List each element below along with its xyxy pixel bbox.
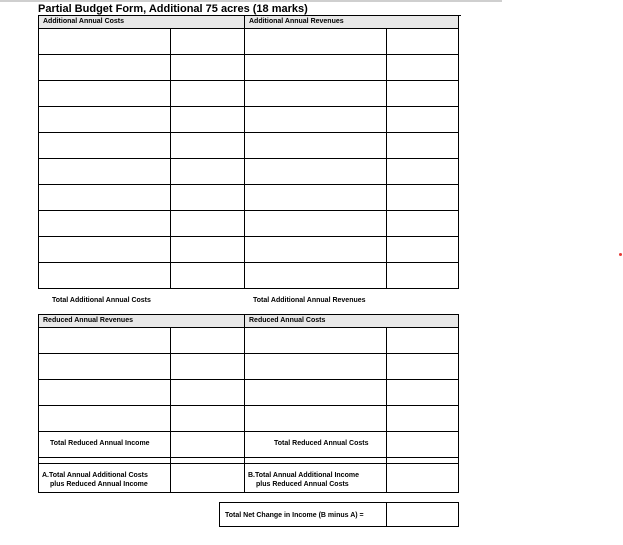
reduced-entry-row-right-amount[interactable] (386, 379, 459, 406)
form-title: Partial Budget Form, Additional 75 acres (18 marks) (38, 3, 308, 15)
entry-row-right-amount[interactable] (386, 80, 459, 107)
reduced-total-row-right-amount[interactable] (386, 431, 459, 458)
entry-row-right-desc[interactable] (244, 54, 387, 81)
entry-row-right-amount[interactable] (386, 184, 459, 211)
total-reduced-income-label: Total Reduced Annual Income (50, 440, 150, 447)
reduced-entry-row-right-amount[interactable] (386, 327, 459, 354)
entry-row-left-desc[interactable] (38, 210, 171, 237)
marker-dot (619, 253, 622, 256)
total-row-left-desc[interactable] (38, 262, 171, 289)
entry-row-left-desc[interactable] (38, 184, 171, 211)
entry-row-right-desc[interactable] (244, 28, 387, 55)
total-row-left-amount[interactable] (170, 262, 245, 289)
entry-row-left-desc[interactable] (38, 106, 171, 133)
entry-row-right-desc[interactable] (244, 236, 387, 263)
page-top-border (0, 0, 502, 2)
entry-row-right-desc[interactable] (244, 184, 387, 211)
entry-row-right-amount[interactable] (386, 158, 459, 185)
reduced-entry-row-left-amount[interactable] (170, 327, 245, 354)
header-reduced-costs: Reduced Annual Costs (244, 314, 459, 328)
summary-row-left-amount[interactable] (170, 463, 245, 493)
entry-row-left-amount[interactable] (170, 158, 245, 185)
entry-row-right-amount[interactable] (386, 210, 459, 237)
entry-row-left-desc[interactable] (38, 28, 171, 55)
reduced-entry-row-right-amount[interactable] (386, 353, 459, 380)
summary-a-line1: A.Total Annual Additional Costs (42, 472, 148, 479)
summary-b-line2: plus Reduced Annual Costs (256, 481, 349, 488)
entry-row-right-desc[interactable] (244, 106, 387, 133)
entry-row-left-desc[interactable] (38, 54, 171, 81)
reduced-entry-row-right-desc[interactable] (244, 405, 387, 432)
entry-row-left-amount[interactable] (170, 184, 245, 211)
reduced-entry-row-right-desc[interactable] (244, 353, 387, 380)
total-reduced-costs-label: Total Reduced Annual Costs (274, 440, 369, 447)
entry-row-right-desc[interactable] (244, 158, 387, 185)
entry-row-left-desc[interactable] (38, 236, 171, 263)
reduced-entry-row-left-desc[interactable] (38, 379, 171, 406)
header-reduced-revenues: Reduced Annual Revenues (38, 314, 245, 328)
reduced-entry-row-left-amount[interactable] (170, 379, 245, 406)
entry-row-left-amount[interactable] (170, 28, 245, 55)
summary-b-line1: B.Total Annual Additional Income (248, 472, 359, 479)
entry-row-left-desc[interactable] (38, 80, 171, 107)
total-additional-revenues-label: Total Additional Annual Revenues (253, 297, 366, 304)
reduced-entry-row-left-desc[interactable] (38, 327, 171, 354)
net-change-label: Total Net Change in Income (B minus A) = (225, 512, 364, 519)
entry-row-left-amount[interactable] (170, 80, 245, 107)
entry-row-left-amount[interactable] (170, 54, 245, 81)
entry-row-right-amount[interactable] (386, 132, 459, 159)
entry-row-right-desc[interactable] (244, 80, 387, 107)
net-change-value-cell[interactable] (386, 502, 459, 527)
total-row-right-amount[interactable] (386, 262, 459, 289)
reduced-entry-row-right-desc[interactable] (244, 379, 387, 406)
entry-row-right-desc[interactable] (244, 132, 387, 159)
entry-row-left-amount[interactable] (170, 132, 245, 159)
entry-row-right-amount[interactable] (386, 54, 459, 81)
entry-row-right-amount[interactable] (386, 236, 459, 263)
entry-row-left-desc[interactable] (38, 158, 171, 185)
reduced-entry-row-left-desc[interactable] (38, 353, 171, 380)
entry-row-left-amount[interactable] (170, 210, 245, 237)
reduced-entry-row-left-desc[interactable] (38, 405, 171, 432)
entry-row-right-desc[interactable] (244, 210, 387, 237)
entry-row-left-amount[interactable] (170, 106, 245, 133)
reduced-entry-row-left-amount[interactable] (170, 353, 245, 380)
reduced-total-row-left-amount[interactable] (170, 431, 245, 458)
entry-row-right-amount[interactable] (386, 106, 459, 133)
total-additional-costs-label: Total Additional Annual Costs (52, 297, 151, 304)
header-additional-revenues: Additional Annual Revenues (244, 15, 459, 29)
entry-row-right-amount[interactable] (386, 28, 459, 55)
summary-row-right-amount[interactable] (386, 463, 459, 493)
entry-row-left-amount[interactable] (170, 236, 245, 263)
header-additional-costs: Additional Annual Costs (38, 15, 245, 29)
reduced-entry-row-left-amount[interactable] (170, 405, 245, 432)
total-row-right-desc[interactable] (244, 262, 387, 289)
reduced-entry-row-right-desc[interactable] (244, 327, 387, 354)
summary-a-line2: plus Reduced Annual Income (50, 481, 148, 488)
entry-row-left-desc[interactable] (38, 132, 171, 159)
reduced-entry-row-right-amount[interactable] (386, 405, 459, 432)
